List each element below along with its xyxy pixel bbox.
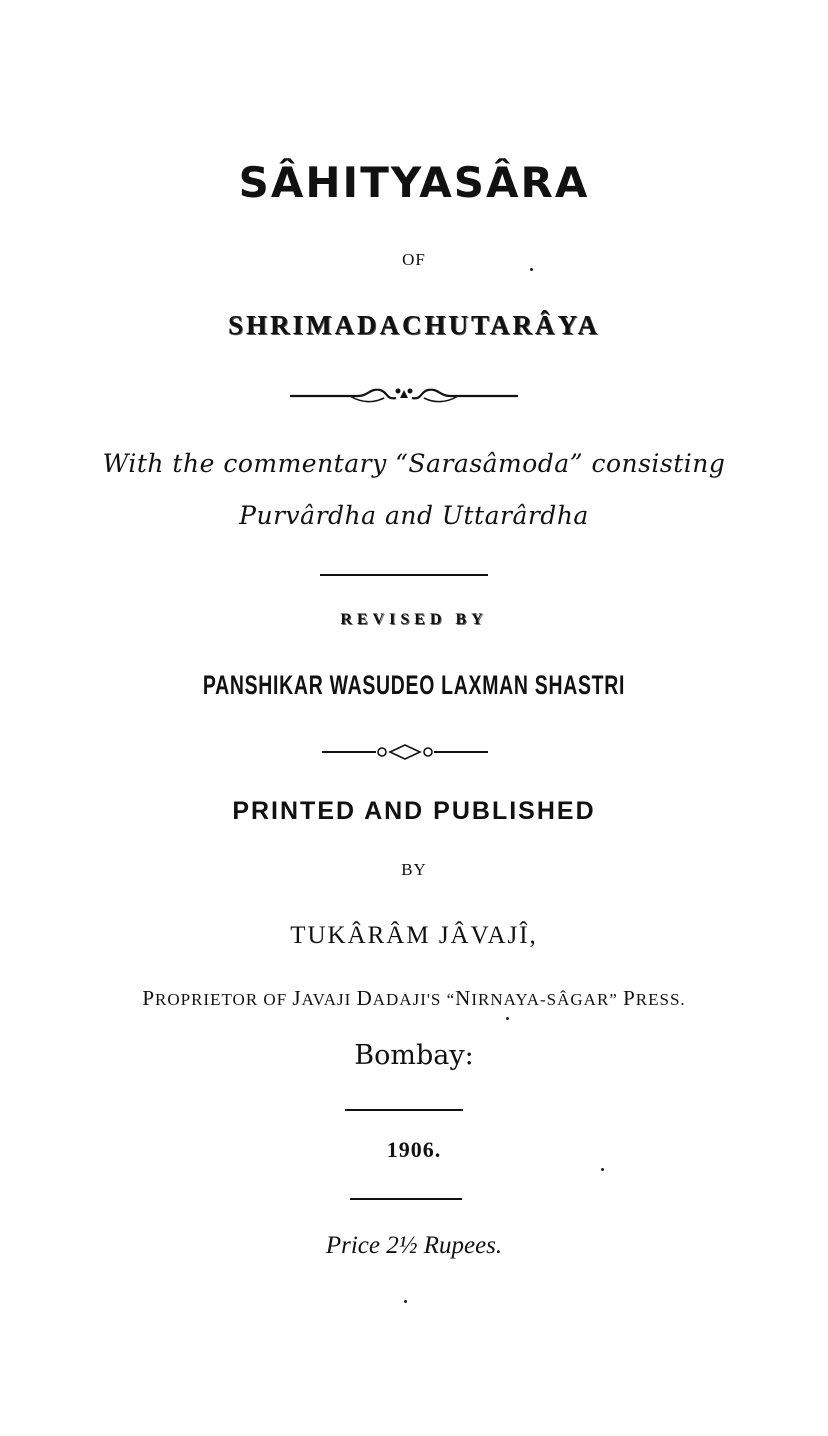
commentary-line-1: With the commentary “Sarasâmoda” consisting	[102, 449, 726, 478]
publication-year: 1906.	[386, 1137, 442, 1162]
book-title: SÂHITYASÂRA	[238, 158, 590, 207]
divider-rule	[320, 574, 488, 576]
author-name: SHRIMADACHUTARÂYA	[227, 310, 601, 340]
proprietor-line	[0, 986, 828, 1011]
reviser-name: PANSHIKAR WASUDEO LAXMAN SHASTRI	[202, 670, 626, 700]
proprietor-cap-5: P	[623, 986, 636, 1010]
proprietor-text-3: ADAJI'S “	[372, 990, 456, 1009]
commentary-line-2: Purvârdha and Uttarârdha	[239, 501, 589, 530]
proprietor-cap-3: D	[356, 986, 373, 1010]
printed-and-published-label: PRINTED AND PUBLISHED	[232, 797, 596, 825]
proprietor-cap-1: P	[142, 986, 156, 1010]
of-label: OF	[402, 250, 426, 269]
proprietor-text-5: RESS.	[635, 990, 686, 1009]
divider-rule	[345, 1109, 463, 1111]
revised-by-label: REVISED BY	[340, 611, 488, 628]
price-line: Price 2½ Rupees.	[325, 1232, 503, 1259]
speck	[530, 268, 533, 271]
speck	[404, 1300, 407, 1303]
proprietor-cap-4: N	[455, 986, 472, 1010]
diamond-ornament-icon	[320, 742, 490, 762]
proprietor-text-4: IRNAYA-SÂGAR”	[471, 990, 624, 1009]
speck	[506, 1017, 509, 1020]
proprietor-cap-2: J	[292, 986, 302, 1010]
proprietor-text-2: AVAJI	[301, 990, 357, 1009]
scroll-ornament-icon	[288, 382, 520, 408]
speck	[601, 1168, 604, 1171]
place-of-publication: Bombay:	[354, 1040, 474, 1071]
divider-rule	[350, 1198, 462, 1200]
printer-name: TUKÂRÂM JÂVAJÎ,	[290, 922, 538, 949]
proprietor-text-1: ROPRIETOR OF	[155, 990, 293, 1009]
by-label: BY	[401, 860, 427, 879]
